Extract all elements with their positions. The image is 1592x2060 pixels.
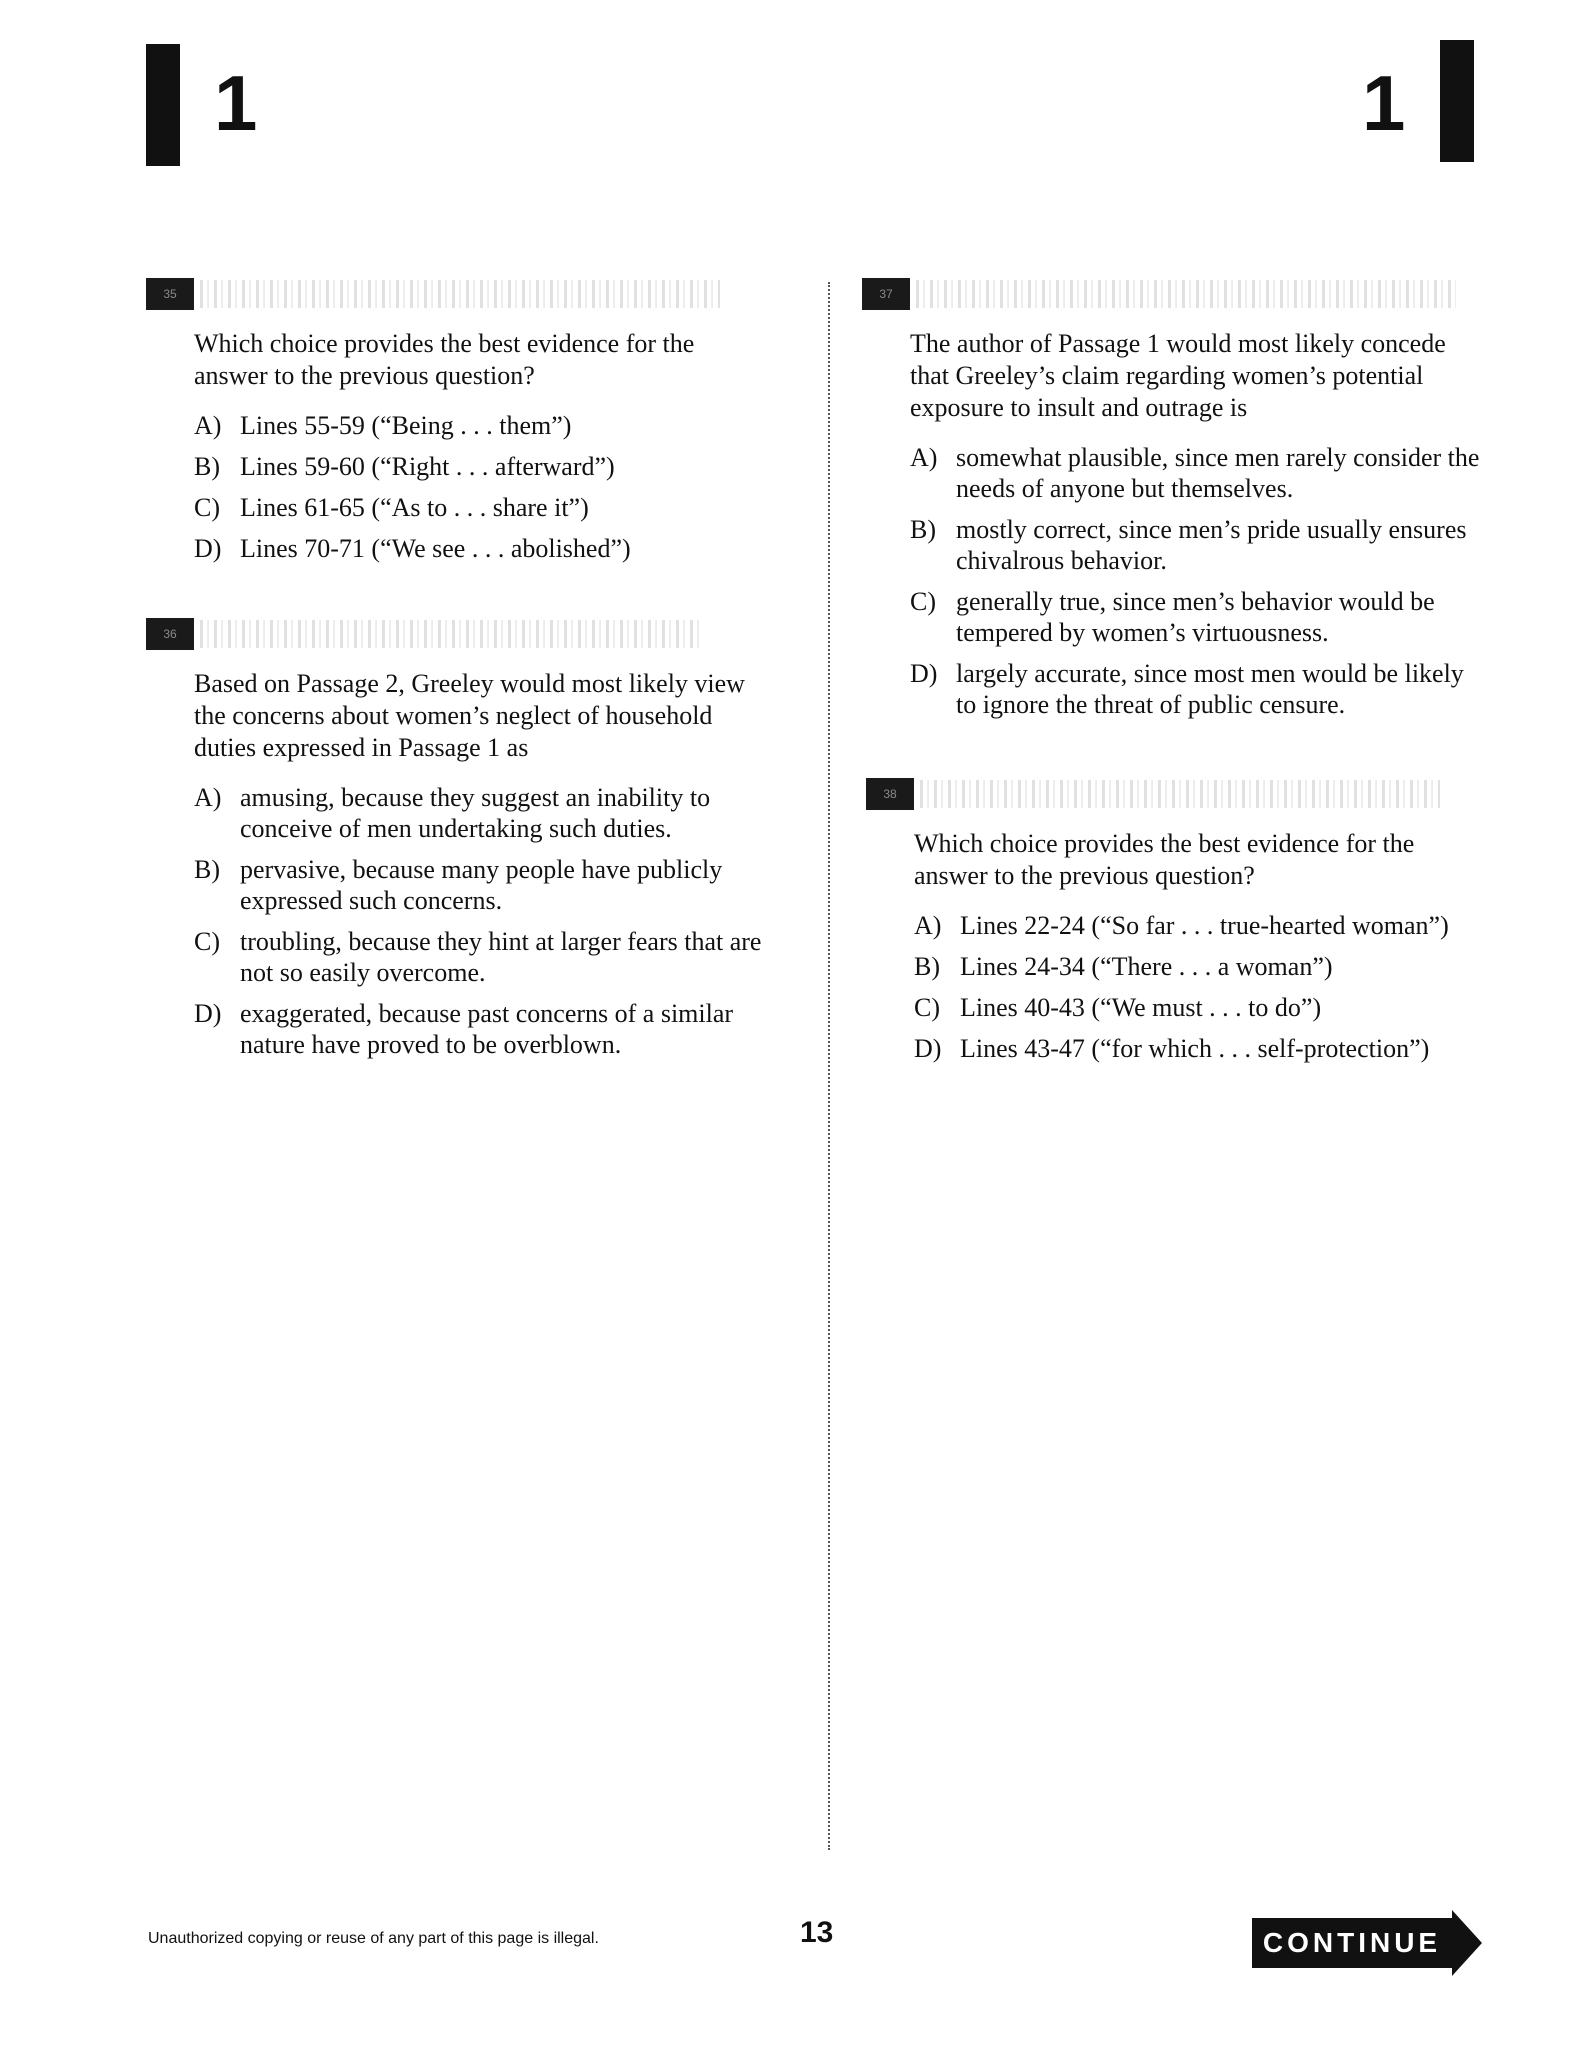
answer-option-c[interactable] [914,992,1488,1023]
column-divider [828,282,830,1850]
section-bar-left [146,44,180,166]
answer-option-d[interactable] [194,998,766,1060]
option-text: Lines 22-24 (“So far . . . true-hearted woman”) [960,911,1449,940]
option-letter: D) [910,659,938,688]
question-number-badge: 38 [866,778,914,810]
continue-button[interactable] [1252,1918,1484,1968]
answer-option-c[interactable] [910,586,1488,648]
option-letter: C) [194,927,220,956]
option-text: Lines 70-71 (“We see . . . abolished”) [240,534,631,563]
question-number-badge: 35 [146,278,194,310]
answer-options [194,410,766,564]
option-text: generally true, since men’s behavior would be tempered by women’s virtuousness. [956,587,1435,647]
option-text: Lines 40-43 (“We must . . . to do”) [960,993,1322,1022]
question-stem: Which choice provides the best evidence for the answer to the previous question? [194,329,695,390]
question-number-badge: 37 [862,278,910,310]
option-letter: D) [914,1034,942,1063]
option-text: largely accurate, since most men would be likely to ignore the threat of public censure. [956,659,1464,719]
scan-noise [200,620,700,648]
answer-option-c[interactable] [194,492,766,523]
answer-options [914,910,1488,1064]
question-36 [146,618,766,1070]
question-number-badge: 36 [146,618,194,650]
question-header [862,278,1488,314]
option-letter: A) [194,783,222,812]
option-text: mostly correct, since men’s pride usually ensures chivalrous behavior. [956,515,1467,575]
option-letter: D) [194,999,222,1028]
question-header [866,778,1488,814]
option-letter: D) [194,534,222,563]
option-letter: C) [910,587,936,616]
option-letter: C) [914,993,940,1022]
answer-option-a[interactable] [194,782,766,844]
answer-option-b[interactable] [194,854,766,916]
option-letter: B) [194,855,220,884]
answer-option-b[interactable] [194,451,766,482]
option-letter: B) [914,952,940,981]
option-letter: A) [910,443,938,472]
page-number: 13 [800,1916,834,1949]
option-text: Lines 55-59 (“Being . . . them”) [240,411,572,440]
option-letter: A) [914,911,942,940]
question-stem: The author of Passage 1 would most likely concede that Greeley’s claim regarding women’s potential exposure to insult and outrage is [910,329,1446,422]
question-header [146,278,766,314]
answer-option-a[interactable] [914,910,1488,941]
answer-option-d[interactable] [194,533,766,564]
answer-options [910,442,1488,720]
section-number-left: 1 [214,59,258,147]
question-stem: Based on Passage 2, Greeley would most likely view the concerns about women’s neglect of household duties expressed in Passage 1 as [194,669,745,762]
option-text: pervasive, because many people have publicly expressed such concerns. [240,855,723,915]
continue-label: CONTINUE [1252,1918,1452,1968]
question-37 [862,278,1488,730]
copyright-notice: Unauthorized copying or reuse of any part of this page is illegal. [148,1930,599,1947]
answer-option-a[interactable] [910,442,1488,504]
option-text: somewhat plausible, since men rarely consider the needs of anyone but themselves. [956,443,1480,503]
answer-option-d[interactable] [910,658,1488,720]
question-stem: Which choice provides the best evidence for the answer to the previous question? [914,829,1415,890]
question-35 [146,278,766,574]
option-letter: B) [194,452,220,481]
answer-option-b[interactable] [914,951,1488,982]
answer-option-b[interactable] [910,514,1488,576]
answer-option-d[interactable] [914,1033,1488,1064]
scan-noise [200,280,720,308]
answer-option-c[interactable] [194,926,766,988]
option-letter: A) [194,411,222,440]
option-text: Lines 59-60 (“Right . . . afterward”) [240,452,615,481]
section-bar-right [1440,40,1474,162]
question-38 [866,778,1488,1074]
option-text: Lines 61-65 (“As to . . . share it”) [240,493,589,522]
option-text: troubling, because they hint at larger fears that are not so easily overcome. [240,927,762,987]
answer-options [194,782,766,1060]
scan-noise [920,780,1440,808]
scan-noise [916,280,1456,308]
option-text: amusing, because they suggest an inability to conceive of men undertaking such duties. [240,783,711,843]
option-letter: C) [194,493,220,522]
arrow-right-icon [1452,1910,1482,1976]
section-number-right: 1 [1362,59,1406,147]
question-header [146,618,766,654]
answer-option-a[interactable] [194,410,766,441]
option-text: exaggerated, because past concerns of a similar nature have proved to be overblown. [240,999,734,1059]
option-letter: B) [910,515,936,544]
option-text: Lines 43-47 (“for which . . . self-protection”) [960,1034,1430,1063]
option-text: Lines 24-34 (“There . . . a woman”) [960,952,1333,981]
